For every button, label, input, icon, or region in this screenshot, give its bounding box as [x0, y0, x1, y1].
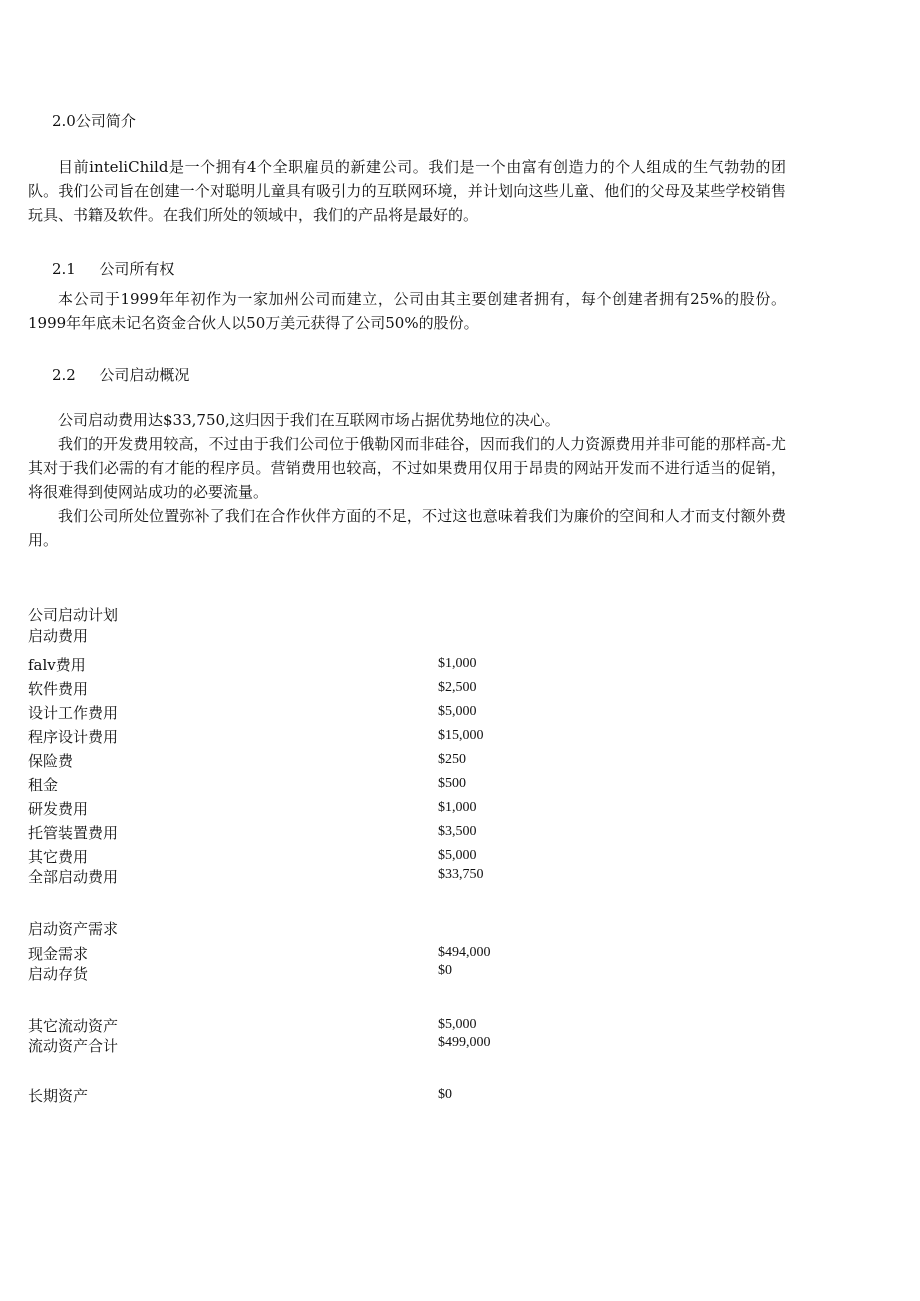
expense-label: 程序设计费用: [28, 728, 119, 746]
assets-heading: 启动资产需求: [28, 920, 119, 938]
expense-label: 租金: [28, 776, 59, 794]
expense-amount: $1,000: [438, 800, 477, 815]
section-number: 2.1: [52, 260, 76, 278]
section-title: 公司所有权: [99, 260, 175, 278]
section-heading-intro: 2.0公司简介: [52, 112, 136, 130]
expense-amount: $15,000: [438, 728, 484, 743]
asset-amount: $499,000: [438, 1035, 491, 1050]
startup-paragraph-2: 我们的开发费用较高，不过由于我们公司位于俄勒冈而非硅谷，因而我们的人力资源费用并非可能的那样高-尤其对于我们必需的有才能的程序员。营销费用也较高，不过如果费用仅用于昂贵的网站开发而不进行适当的促销，将很难得到使网站成功的必要流量。: [28, 435, 786, 501]
expense-label: 设计工作费用: [28, 704, 119, 722]
expense-amount: $250: [438, 752, 466, 767]
expense-total-label: 全部启动费用: [28, 868, 119, 886]
expense-amount: $500: [438, 776, 466, 791]
expense-amount: $2,500: [438, 680, 477, 695]
expenses-heading: 启动费用: [28, 627, 89, 645]
expense-label: 研发费用: [28, 800, 89, 818]
ownership-paragraph: [28, 287, 786, 335]
expense-amount: $5,000: [438, 704, 477, 719]
asset-label: 流动资产合计: [28, 1037, 119, 1055]
asset-label: 其它流动资产: [28, 1017, 119, 1035]
asset-amount: $494,000: [438, 945, 491, 960]
expense-label: 软件费用: [28, 680, 89, 698]
section-heading-ownership: [52, 258, 174, 279]
expense-total-amount: $33,750: [438, 867, 484, 882]
expense-amount: $1,000: [438, 656, 477, 671]
startup-paragraph-1: 公司启动费用达$33,750,这归因于我们在互联网市场占据优势地位的决心。: [58, 411, 560, 429]
intro-text: 目前inteliChild是一个拥有4个全职雇员的新建公司。我们是一个由富有创造力的个人组成的生气勃勃的团队。我们公司旨在创建一个对聪明儿童具有吸引力的互联网环境，并计划向这些儿童、他们的父母及某些学校销售玩具、书籍及软件。在我们所处的领域中，我们的产品将是最好的。: [28, 158, 786, 224]
expense-amount: $3,500: [438, 824, 477, 839]
startup-paragraph-3: 我们公司所处位置弥补了我们在合作伙伴方面的不足，不过这也意味着我们为廉价的空间和人才而支付额外费用。: [28, 507, 786, 549]
asset-label: 启动存货: [28, 965, 89, 983]
expense-label: 其它费用: [28, 848, 89, 866]
intro-paragraph: [28, 155, 786, 227]
asset-label: 现金需求: [28, 945, 89, 963]
asset-label: 长期资产: [28, 1087, 89, 1105]
asset-amount: $0: [438, 963, 452, 978]
expense-label: 保险费: [28, 752, 74, 770]
section-heading-startup: [52, 364, 189, 385]
ownership-text: 本公司于1999年年初作为一家加州公司而建立，公司由其主要创建者拥有，每个创建者拥有25%的股份。1999年年底未记名资金合伙人以50万美元获得了公司50%的股份。: [28, 290, 786, 332]
expense-label: 托管装置费用: [28, 824, 119, 842]
asset-amount: $0: [438, 1087, 452, 1102]
expense-label: falv费用: [28, 656, 86, 674]
section-number: 2.2: [52, 366, 76, 384]
section-title: 公司启动概况: [99, 366, 190, 384]
startup-plan-title: 公司启动计划: [28, 606, 119, 624]
expense-amount: $5,000: [438, 848, 477, 863]
startup-paragraphs: [28, 408, 786, 552]
asset-amount: $5,000: [438, 1017, 477, 1032]
